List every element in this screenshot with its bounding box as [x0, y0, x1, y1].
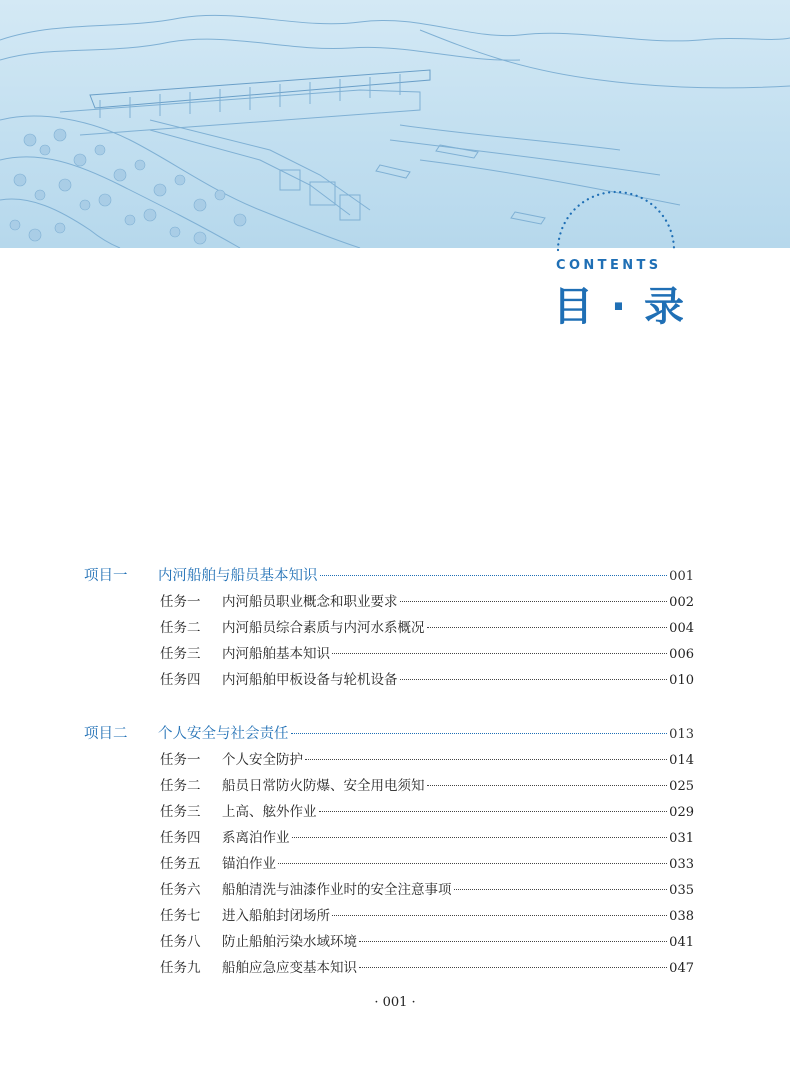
task-title: 船员日常防火防爆、安全用电须知 — [222, 778, 425, 794]
dot-leader — [400, 679, 668, 680]
toc-task-row[interactable] — [160, 827, 694, 849]
task-number: 任务八 — [160, 934, 201, 950]
task-title: 锚泊作业 — [222, 856, 276, 872]
toc-task-row[interactable] — [160, 931, 694, 953]
dot-leader — [427, 627, 668, 628]
page-number: 033 — [669, 857, 694, 872]
dot-leader — [320, 575, 668, 576]
project-title: 内河船舶与船员基本知识 — [158, 568, 318, 584]
dot-leader — [332, 653, 667, 654]
page-number: 010 — [669, 673, 694, 688]
project-number: 项目二 — [84, 726, 128, 742]
page-number: 035 — [669, 883, 694, 898]
page-number: 013 — [669, 727, 694, 742]
task-number: 任务四 — [160, 830, 201, 846]
task-number: 任务一 — [160, 594, 201, 610]
dot-leader — [305, 759, 667, 760]
toc-task-row[interactable] — [160, 617, 694, 639]
page-number: 004 — [669, 621, 694, 636]
dot-leader — [400, 601, 668, 602]
page-number: 006 — [669, 647, 694, 662]
page-number: 031 — [669, 831, 694, 846]
task-number: 任务二 — [160, 620, 201, 636]
task-title: 个人安全防护 — [222, 752, 303, 768]
task-title: 船舶清洗与油漆作业时的安全注意事项 — [222, 882, 452, 898]
toc-task-row[interactable] — [160, 591, 694, 613]
task-number: 任务三 — [160, 646, 201, 662]
dotted-circle-decoration — [540, 180, 690, 260]
contents-heading-chinese: 目 · 录 — [553, 284, 687, 330]
task-title: 内河船舶基本知识 — [222, 646, 330, 662]
page-number: 014 — [669, 753, 694, 768]
page-number: 025 — [669, 779, 694, 794]
task-number: 任务七 — [160, 908, 201, 924]
dot-leader — [332, 915, 667, 916]
page-footer-number: · 001 · — [374, 995, 416, 1010]
task-number: 任务二 — [160, 778, 201, 794]
task-number: 任务九 — [160, 960, 201, 976]
toc-task-row[interactable] — [160, 801, 694, 823]
task-number: 任务三 — [160, 804, 201, 820]
task-title: 防止船舶污染水域环境 — [222, 934, 357, 950]
page-number: 041 — [669, 935, 694, 950]
toc-task-row[interactable] — [160, 775, 694, 797]
dot-leader — [291, 733, 668, 734]
project-title: 个人安全与社会责任 — [158, 726, 289, 742]
page-number: 029 — [669, 805, 694, 820]
task-title: 内河船舶甲板设备与轮机设备 — [222, 672, 398, 688]
page-number: 047 — [669, 961, 694, 976]
toc-task-row[interactable] — [160, 879, 694, 901]
project-number: 项目一 — [84, 568, 128, 584]
task-title: 系离泊作业 — [222, 830, 290, 846]
toc-task-row[interactable] — [160, 957, 694, 979]
toc-task-row[interactable] — [160, 853, 694, 875]
page-number: 002 — [669, 595, 694, 610]
dot-leader — [359, 941, 667, 942]
toc-task-row[interactable] — [160, 905, 694, 927]
dot-leader — [319, 811, 668, 812]
task-number: 任务一 — [160, 752, 201, 768]
task-number: 任务四 — [160, 672, 201, 688]
task-title: 内河船员职业概念和职业要求 — [222, 594, 398, 610]
dot-leader — [278, 863, 667, 864]
task-title: 船舶应急应变基本知识 — [222, 960, 357, 976]
dot-leader — [292, 837, 668, 838]
task-title: 上高、舷外作业 — [222, 804, 317, 820]
task-title: 内河船员综合素质与内河水系概况 — [222, 620, 425, 636]
page-number: 038 — [669, 909, 694, 924]
toc-task-row[interactable] — [160, 749, 694, 771]
task-number: 任务五 — [160, 856, 201, 872]
toc-task-row[interactable] — [160, 669, 694, 691]
task-number: 任务六 — [160, 882, 201, 898]
task-title: 进入船舶封闭场所 — [222, 908, 330, 924]
toc-task-row[interactable] — [160, 643, 694, 665]
dot-leader — [359, 967, 667, 968]
toc-project-row[interactable] — [84, 723, 694, 745]
dot-leader — [454, 889, 668, 890]
contents-heading-english: CONTENTS — [556, 258, 662, 273]
toc-project-row[interactable] — [84, 565, 694, 587]
dot-leader — [427, 785, 668, 786]
page-number: 001 — [669, 569, 694, 584]
